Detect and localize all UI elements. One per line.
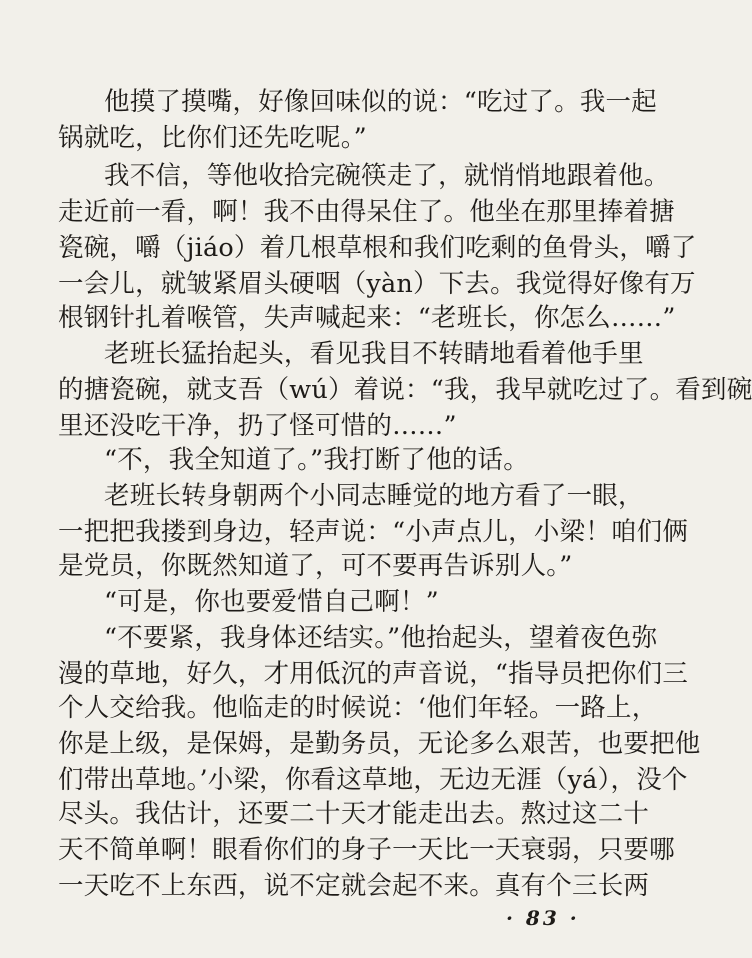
text-line: 一天吃不上东西，说不定就会起不来。真有个三长两 <box>58 871 650 901</box>
text-line: 天不简单啊！眼看你们的身子一天比一天衰弱，只要哪 <box>58 835 675 865</box>
text-line: 漫的草地，好久，才用低沉的声音说，“指导员把你们三 <box>58 659 689 689</box>
text-line: 老班长转身朝两个小同志睡觉的地方看了一眼， <box>104 481 644 511</box>
text-line: 是党员，你既然知道了，可不要再告诉别人。” <box>58 551 573 581</box>
text-line: 个人交给我。他临走的时候说：‘他们年轻。一路上， <box>58 693 658 723</box>
text-line: 根钢针扎着喉管，失声喊起来：“老班长，你怎么……” <box>58 303 676 333</box>
text-line: “不要紧，我身体还结实。”他抬起头，望着夜色弥 <box>104 623 658 653</box>
text-line: 你是上级，是保姆，是勤务员，无论多么艰苦，也要把他 <box>58 729 701 759</box>
text-line: “不，我全知道了。”我打断了他的话。 <box>104 445 529 475</box>
text-line: “可是，你也要爱惜自己啊！” <box>104 587 439 617</box>
text-line: 走近前一看，啊！我不由得呆住了。他坐在那里捧着搪 <box>58 197 675 227</box>
page-number: · 83 · <box>506 906 580 930</box>
text-line: 的搪瓷碗，就支吾（wú）着说：“我，我早就吃过了。看到碗 <box>58 375 752 405</box>
text-line: 一会儿，就皱紧眉头硬咽（yàn）下去。我觉得好像有万 <box>58 269 696 299</box>
text-line: 一把把我搂到身边，轻声说：“小声点儿，小梁！咱们俩 <box>58 517 689 547</box>
text-line: 里还没吃干净，扔了怪可惜的……” <box>58 411 457 441</box>
text-line: 锅就吃，比你们还先吃呢。” <box>58 123 367 153</box>
text-line: 们带出草地。’小梁，你看这草地，无边无涯（yá），没个 <box>58 765 688 795</box>
text-line: 他摸了摸嘴，好像回味似的说：“吃过了。我一起 <box>104 87 657 117</box>
text-line: 尽头。我估计，还要二十天才能走出去。熬过这二十 <box>58 799 650 829</box>
text-line: 我不信，等他收拾完碗筷走了，就悄悄地跟着他。 <box>104 161 670 191</box>
text-line: 瓷碗，嚼（jiáo）着几根草根和我们吃剩的鱼骨头，嚼了 <box>58 233 697 263</box>
text-line: 老班长猛抬起头，看见我目不转睛地看着他手里 <box>104 339 644 369</box>
